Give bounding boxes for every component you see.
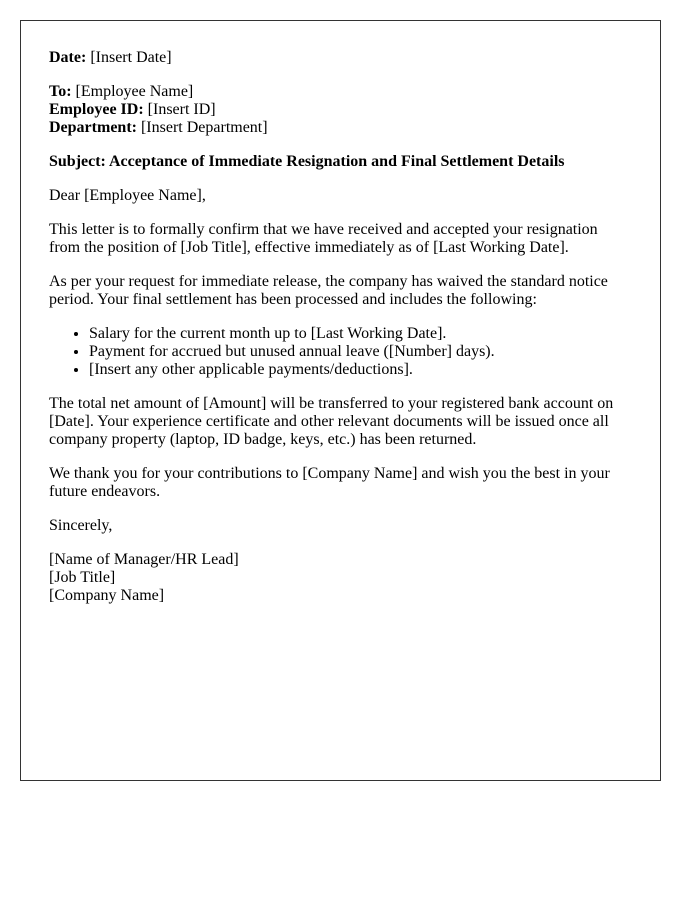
department-label: Department: [49, 119, 137, 136]
employee-id-value: [Insert ID] [147, 101, 216, 118]
signature-title: [Job Title] [49, 569, 116, 586]
list-item: • Salary for the current month up to [Last Working Date]. [89, 325, 632, 343]
list-item: • Payment for accrued but unused annual leave ([Number] days). [89, 343, 632, 361]
body-paragraph: This letter is to formally confirm that we have received and accepted your resignation from the position of [Job Title], effective immediately as of [Last Working Date]. [49, 221, 598, 256]
subject-line [49, 153, 632, 171]
to-value: [Employee Name] [75, 83, 194, 100]
settlement-list [49, 325, 632, 379]
list-item: • [Insert any other applicable payments/deductions]. [89, 361, 632, 379]
employee-id-line [49, 101, 632, 119]
date-value: [Insert Date] [90, 49, 172, 66]
letter-page [20, 20, 661, 781]
department-value: [Insert Department] [140, 119, 268, 136]
date-line [49, 49, 632, 67]
department-line [49, 119, 632, 137]
signature-name: [Name of Manager/HR Lead] [49, 551, 239, 568]
to-label: To: [49, 83, 72, 100]
employee-id-label: Employee ID: [49, 101, 144, 118]
signoff: Sincerely, [49, 517, 113, 534]
body-paragraph: The total net amount of [Amount] will be transferred to your registered bank account on [Date]. Your experience certificate and other relevant documents will be issued once all company property (laptop, ID badge, keys, etc.) has been returned. [49, 395, 614, 448]
to-line [49, 83, 632, 101]
salutation: Dear [Employee Name], [49, 187, 206, 204]
date-label: Date: [49, 49, 87, 66]
body-paragraph: We thank you for your contributions to [Company Name] and wish you the best in your future endeavors. [49, 465, 610, 500]
body-paragraph: As per your request for immediate release, the company has waived the standard notice period. Your final settlement has been processed and includes the following: [49, 273, 608, 308]
subject-text: Subject: Acceptance of Immediate Resignation and Final Settlement Details [49, 153, 565, 170]
signature-company: [Company Name] [49, 587, 165, 604]
